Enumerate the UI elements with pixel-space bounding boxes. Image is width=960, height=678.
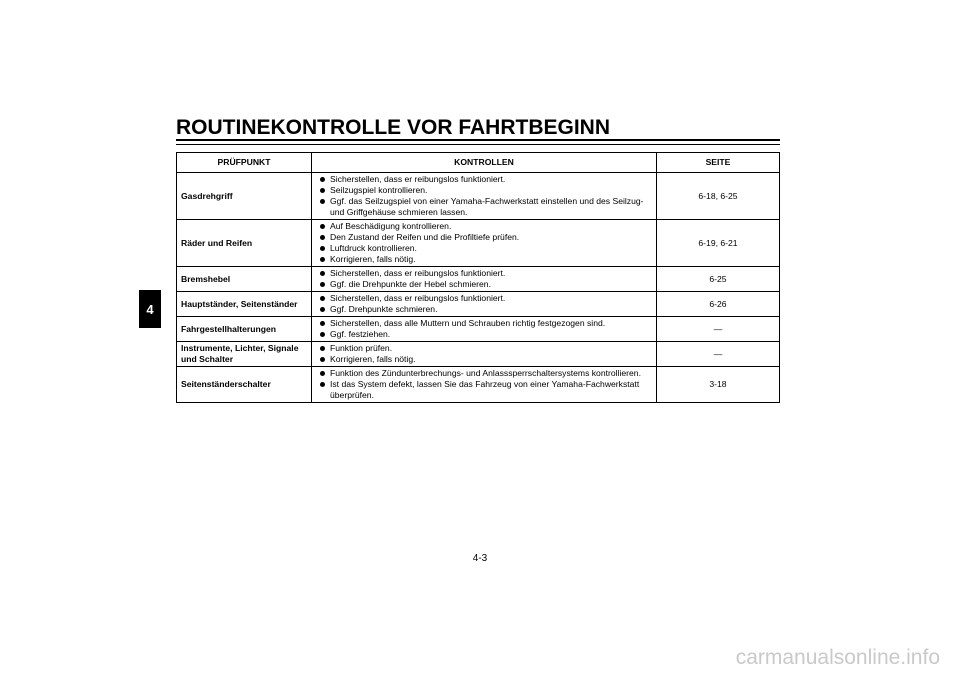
check-item [320,329,652,340]
row-page: 3-18 [657,367,780,403]
bullet-icon [320,257,325,262]
check-text: Seilzugspiel kontrollieren. [330,185,428,195]
bullet-icon [320,346,325,351]
check-list [320,221,652,265]
row-checks [312,317,657,342]
bullet-icon [320,271,325,276]
checks-table [176,152,780,403]
bullet-icon [320,357,325,362]
table-row [177,267,780,292]
check-item [320,368,652,379]
table-body [177,173,780,403]
bullet-icon [320,382,325,387]
bullet-icon [320,235,325,240]
row-checks [312,267,657,292]
check-text: Korrigieren, falls nötig. [330,254,416,264]
bullet-icon [320,199,325,204]
check-text: Sicherstellen, dass er reibungslos funktioniert. [330,268,506,278]
check-text: Funktion des Zündunterbrechungs- und Anlasssperrschaltersystems kontrollieren. [330,368,641,378]
page-title: ROUTINEKONTROLLE VOR FAHRTBEGINN [176,116,610,139]
table-row [177,367,780,403]
check-text: Den Zustand der Reifen und die Profiltiefe prüfen. [330,232,520,242]
bullet-icon [320,188,325,193]
check-text: Luftdruck kontrollieren. [330,243,417,253]
check-item [320,293,652,304]
check-item [320,254,652,265]
row-page: — [657,317,780,342]
bullet-icon [320,224,325,229]
table-row [177,292,780,317]
title-rule [176,139,780,145]
bullet-icon [320,371,325,376]
check-text: Ist das System defekt, lassen Sie das Fahrzeug von einer Yamaha-Fachwerkstatt überprüfen. [330,379,640,400]
row-checks [312,342,657,367]
check-item [320,174,652,185]
check-item [320,279,652,290]
check-text: Sicherstellen, dass er reibungslos funktioniert. [330,174,506,184]
row-checks [312,220,657,267]
check-item [320,379,652,401]
page-number: 4-3 [472,553,488,564]
check-list [320,293,652,315]
check-text: Auf Beschädigung kontrollieren. [330,221,452,231]
check-list [320,368,652,401]
check-text: Ggf. festziehen. [330,329,391,339]
bullet-icon [320,177,325,182]
row-page: 6-19, 6-21 [657,220,780,267]
check-item [320,318,652,329]
header-page: SEITE [657,153,780,173]
check-text: Korrigieren, falls nötig. [330,354,416,364]
check-text: Ggf. Drehpunkte schmieren. [330,304,438,314]
bullet-icon [320,307,325,312]
bullet-icon [320,296,325,301]
check-list [320,268,652,290]
row-checks [312,367,657,403]
check-text: Ggf. die Drehpunkte der Hebel schmieren. [330,279,491,289]
check-item [320,221,652,232]
bullet-icon [320,321,325,326]
header-item: PRÜFPUNKT [177,153,312,173]
row-item: Fahrgestellhalterungen [177,317,312,342]
row-item: Räder und Reifen [177,220,312,267]
check-text: Funktion prüfen. [330,343,393,353]
bullet-icon [320,332,325,337]
check-item [320,232,652,243]
row-item: Hauptständer, Seitenständer [177,292,312,317]
header-checks: KONTROLLEN [312,153,657,173]
bullet-icon [320,282,325,287]
check-item [320,268,652,279]
bullet-icon [320,246,325,251]
table-header-row [177,153,780,173]
check-text: Ggf. das Seilzugspiel von einer Yamaha-Fachwerkstatt einstellen und des Seilzug- und Griffgehäuse schmieren lassen. [330,196,644,217]
watermark-text: carmanualsonline.info [735,646,940,669]
table-row [177,317,780,342]
row-page: 6-18, 6-25 [657,173,780,220]
row-checks [312,173,657,220]
table-row [177,342,780,367]
check-item [320,343,652,354]
row-page: — [657,342,780,367]
row-page: 6-26 [657,292,780,317]
row-checks [312,292,657,317]
check-item [320,304,652,315]
chapter-tab-label: 4 [146,301,154,317]
row-page: 6-25 [657,267,780,292]
check-text: Sicherstellen, dass alle Muttern und Schrauben richtig festgezogen sind. [330,318,606,328]
check-item [320,196,652,218]
check-item [320,185,652,196]
check-list [320,318,652,340]
row-item: Gasdrehgriff [177,173,312,220]
chapter-tab [139,290,161,328]
check-item [320,243,652,254]
check-item [320,354,652,365]
row-item: Bremshebel [177,267,312,292]
check-text: Sicherstellen, dass er reibungslos funktioniert. [330,293,506,303]
row-item: Seitenständerschalter [177,367,312,403]
table-row [177,173,780,220]
check-list [320,343,652,365]
check-list [320,174,652,218]
table-row [177,220,780,267]
row-item: Instrumente, Lichter, Signale und Schalter [177,342,312,367]
